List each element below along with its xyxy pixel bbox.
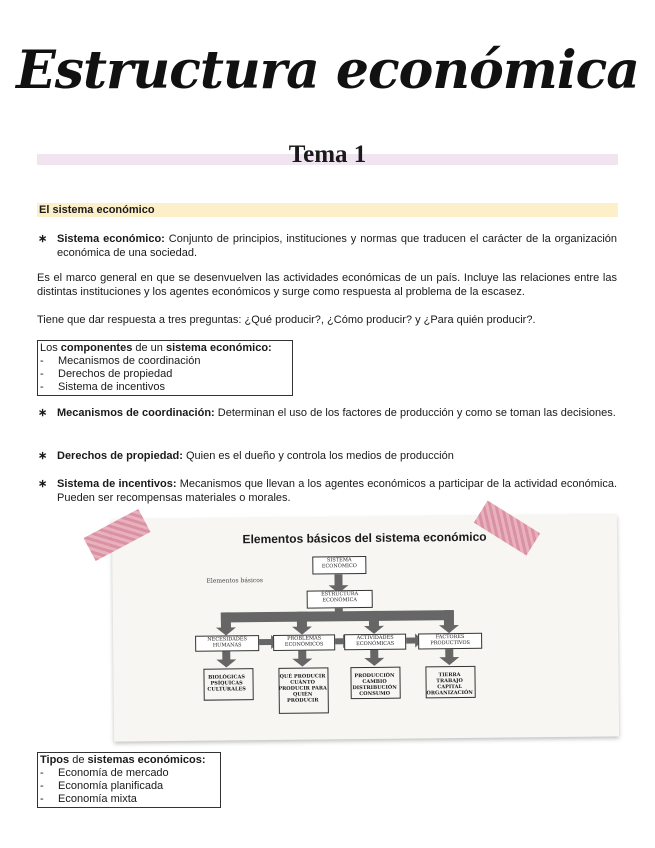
diagram-leaf: BIOLÓGICAS PSÍQUICAS CULTURALES <box>207 674 246 693</box>
types-heading: Tipos de sistemas económicos: <box>40 754 206 766</box>
list-item: - Economía mixta <box>40 793 137 805</box>
components-box <box>37 340 293 396</box>
diagram-leaf: QUÉ PRODUCIR CUÁNTO PRODUCIR PARA QUIÉN PRODUCIR <box>278 673 327 704</box>
types-box <box>37 752 221 808</box>
bullet-text: Conjunto de principios, instituciones y normas que traducen el carácter de la organización económica de una sociedad. <box>57 233 618 259</box>
bullet-incentivos: ∗ Sistema de incentivos: Mecanismos que llevan a los agentes económicos a participar de la actividad económica. Pueden ser recompensas materiales o morales. <box>38 478 617 504</box>
diagram-side-label: Elementos básicos <box>206 577 263 585</box>
diagram-leaf: TIERRA TRABAJO CAPITAL ORGANIZACIÓN <box>426 672 473 697</box>
subtitle: Tema 1 <box>288 141 367 168</box>
document-title: Estructura económica <box>16 40 639 101</box>
list-item: - Derechos de propiedad <box>40 368 173 380</box>
bullet-mecanismos: ∗ Mecanismos de coordinación: Determinan el uso de los factores de producción y como se toman las decisiones. <box>38 407 616 419</box>
diagram-leaf: PRODUCCIÓN CAMBIO DISTRIBUCIÓN CONSUMO <box>352 672 397 698</box>
bullet-term: Sistema económico: <box>57 233 165 245</box>
bullet-derechos: ∗ Derechos de propiedad: Quien es el dueño y controla los medios de producción <box>38 450 454 462</box>
bullet-sistema-economico <box>37 232 617 260</box>
diagram-node-estructura: ESTRUCTURA ECONÓMICA <box>307 590 373 609</box>
list-item: - Sistema de incentivos <box>40 381 165 393</box>
diagram-node: ACTIVIDADES ECONÓMICAS <box>344 634 406 651</box>
list-item: - Economía planificada <box>40 780 164 792</box>
paragraph-marco: Es el marco general en que se desenvuelven las actividades económicas de un país. Incluye las relaciones entre las distintas instituciones y los agentes económicos y surge como respuesta al problema de la escasez. <box>37 272 617 298</box>
list-item: - Economía de mercado <box>40 767 169 779</box>
diagram-node: FACTORES PRODUCTIVOS <box>418 633 482 650</box>
diagram-arrows <box>112 514 619 741</box>
diagram-node: NECESIDADES HUMANAS <box>195 635 259 652</box>
list-item: - Mecanismos de coordinación <box>40 355 201 367</box>
diagram-node: PROBLEMAS ECONÓMICOS <box>273 634 335 651</box>
diagram-leaf-frame <box>350 667 400 700</box>
diagram-title: Elementos básicos del sistema económico <box>242 529 487 547</box>
diagram-image <box>112 514 619 741</box>
diagram-node-sistema: SISTEMA ECONÓMICO <box>312 556 366 575</box>
diagram-leaf-frame <box>425 666 475 699</box>
section-heading: El sistema económico <box>37 203 618 217</box>
diagram-leaf-frame <box>278 667 328 714</box>
bullet-mark: ∗ <box>38 233 48 245</box>
components-heading: Los componentes de un sistema económico: <box>40 342 272 354</box>
paragraph-preguntas: Tiene que dar respuesta a tres preguntas: ¿Qué producir?, ¿Cómo producir? y ¿Para quién producir?. <box>37 314 536 326</box>
diagram-leaf-frame <box>203 668 253 701</box>
